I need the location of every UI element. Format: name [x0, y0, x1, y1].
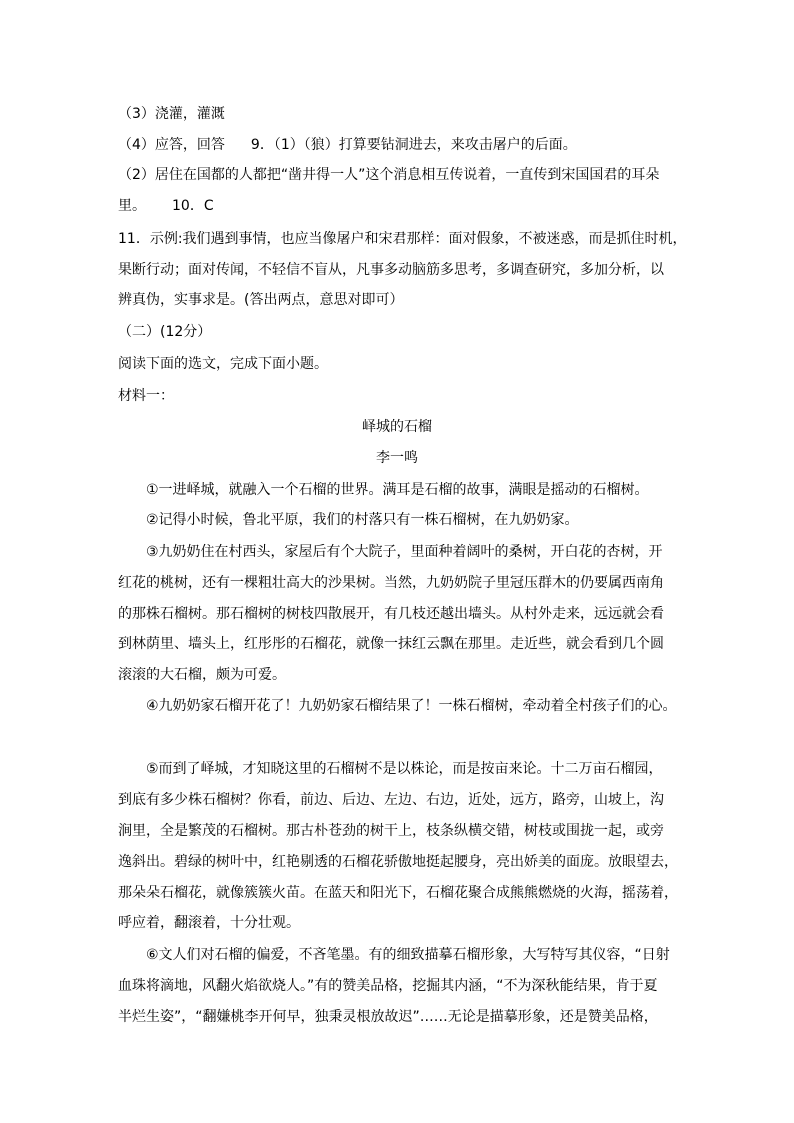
paragraph-5-line-5: 那朵朵石榴花，就像簇簇火苗。在蓝天和阳光下，石榴花聚合成熊熊燃烧的火海，摇荡着， — [118, 885, 678, 901]
paragraph-2: ②记得小时候，鲁北平原，我们的村落只有一株石榴树，在九奶奶家。 — [146, 512, 579, 528]
answer-line-3: （2）居住在国都的人都把“凿井得一人”这个消息相互传说着，一直传到宋国国君的耳朵 — [118, 167, 660, 183]
material-label: 材料一： — [118, 388, 174, 404]
paragraph-5-line-3: 涧里，全是繁茂的石榴树。那古朴苍劲的树干上，枝条纵横交错，树枝或围拢一起，或旁 — [118, 823, 664, 839]
paragraph-6-line-1: ⑥文人们对石榴的偏爱，不吝笔墨。有的细致描摹石榴形象，大写特写其仪容，“日射 — [146, 947, 670, 963]
answer-line-1: （3）浇灌，灌溉 — [118, 106, 225, 122]
paragraph-6-line-3: 半烂生姿”，“翻嫌桃李开何早，独秉灵根放故迟”……无论是描摹形象，还是赞美品格， — [118, 1009, 658, 1025]
paragraph-5-line-6: 呼应着，翻滚着，十分壮观。 — [118, 915, 300, 931]
paragraph-3-line-1: ③九奶奶住在村西头，家屋后有个大院子，里面种着阔叶的桑树，开白花的杏树，开 — [146, 544, 663, 560]
answer-line-6: 果断行动；面对传闻，不轻信不盲从，凡事多动脑筋多思考，多调查研究，多加分析，以 — [118, 262, 664, 278]
paragraph-1: ①一进峄城，就融入一个石榴的世界。满耳是石榴的故事，满眼是摇动的石榴树。 — [146, 482, 649, 498]
paragraph-5-line-4: 逸斜出。碧绿的树叶中，红艳剔透的石榴花骄傲地挺起腰身，亮出娇美的面庞。放眼望去， — [118, 854, 678, 870]
section-instruction: 阅读下面的选文，完成下面小题。 — [118, 356, 328, 372]
paragraph-5-line-1: ⑤而到了峄城，才知晓这里的石榴树不是以株论，而是按亩来论。十二万亩石榴园， — [146, 761, 663, 777]
paragraph-3-line-2: 红花的桃树，还有一棵粗壮高大的沙果树。当然，九奶奶院子里冠压群木的仍要属西南角 — [118, 575, 664, 591]
paragraph-3-line-5: 滚滚的大石榴，颇为可爱。 — [118, 667, 286, 683]
answer-line-5: 11．示例:我们遇到事情，也应当像屠户和宋君那样：面对假象，不被迷惑，而是抓住时机， — [118, 231, 687, 247]
paragraph-3-line-3: 的那株石榴树。那石榴树的树枝四散展开，有几枝还越出墙头。从村外走来，远远就会看 — [118, 606, 664, 622]
section-heading: （二）(12分） — [118, 324, 212, 340]
answer-line-2: （4）应答，回答 9．（1）（狼）打算要钻洞进去，来攻击屠户的后面。 — [118, 137, 577, 153]
paragraph-3-line-4: 到林荫里、墙头上，红彤彤的石榴花，就像一抹红云飘在那里。走近些，就会看到几个圆 — [118, 636, 664, 652]
answer-line-4: 里。 10．C — [118, 198, 214, 214]
article-author: 李一鸣 — [376, 450, 418, 466]
answer-line-7: 辨真伪，实事求是。(答出两点，意思对即可） — [118, 292, 404, 308]
article-title: 峄城的石榴 — [362, 419, 432, 435]
paragraph-5-line-2: 到底有多少株石榴树？你看，前边、后边、左边、右边，近处，远方，路旁，山坡上，沟 — [118, 792, 664, 808]
paragraph-4: ④九奶奶家石榴开花了！九奶奶家石榴结果了！一株石榴树，牵动着全村孩子们的心。 — [146, 698, 677, 714]
paragraph-6-line-2: 血珠将滴地，风翻火焰欲烧人。”有的赞美品格，挖掘其内涵，“不为深秋能结果，肯于夏 — [118, 978, 658, 994]
